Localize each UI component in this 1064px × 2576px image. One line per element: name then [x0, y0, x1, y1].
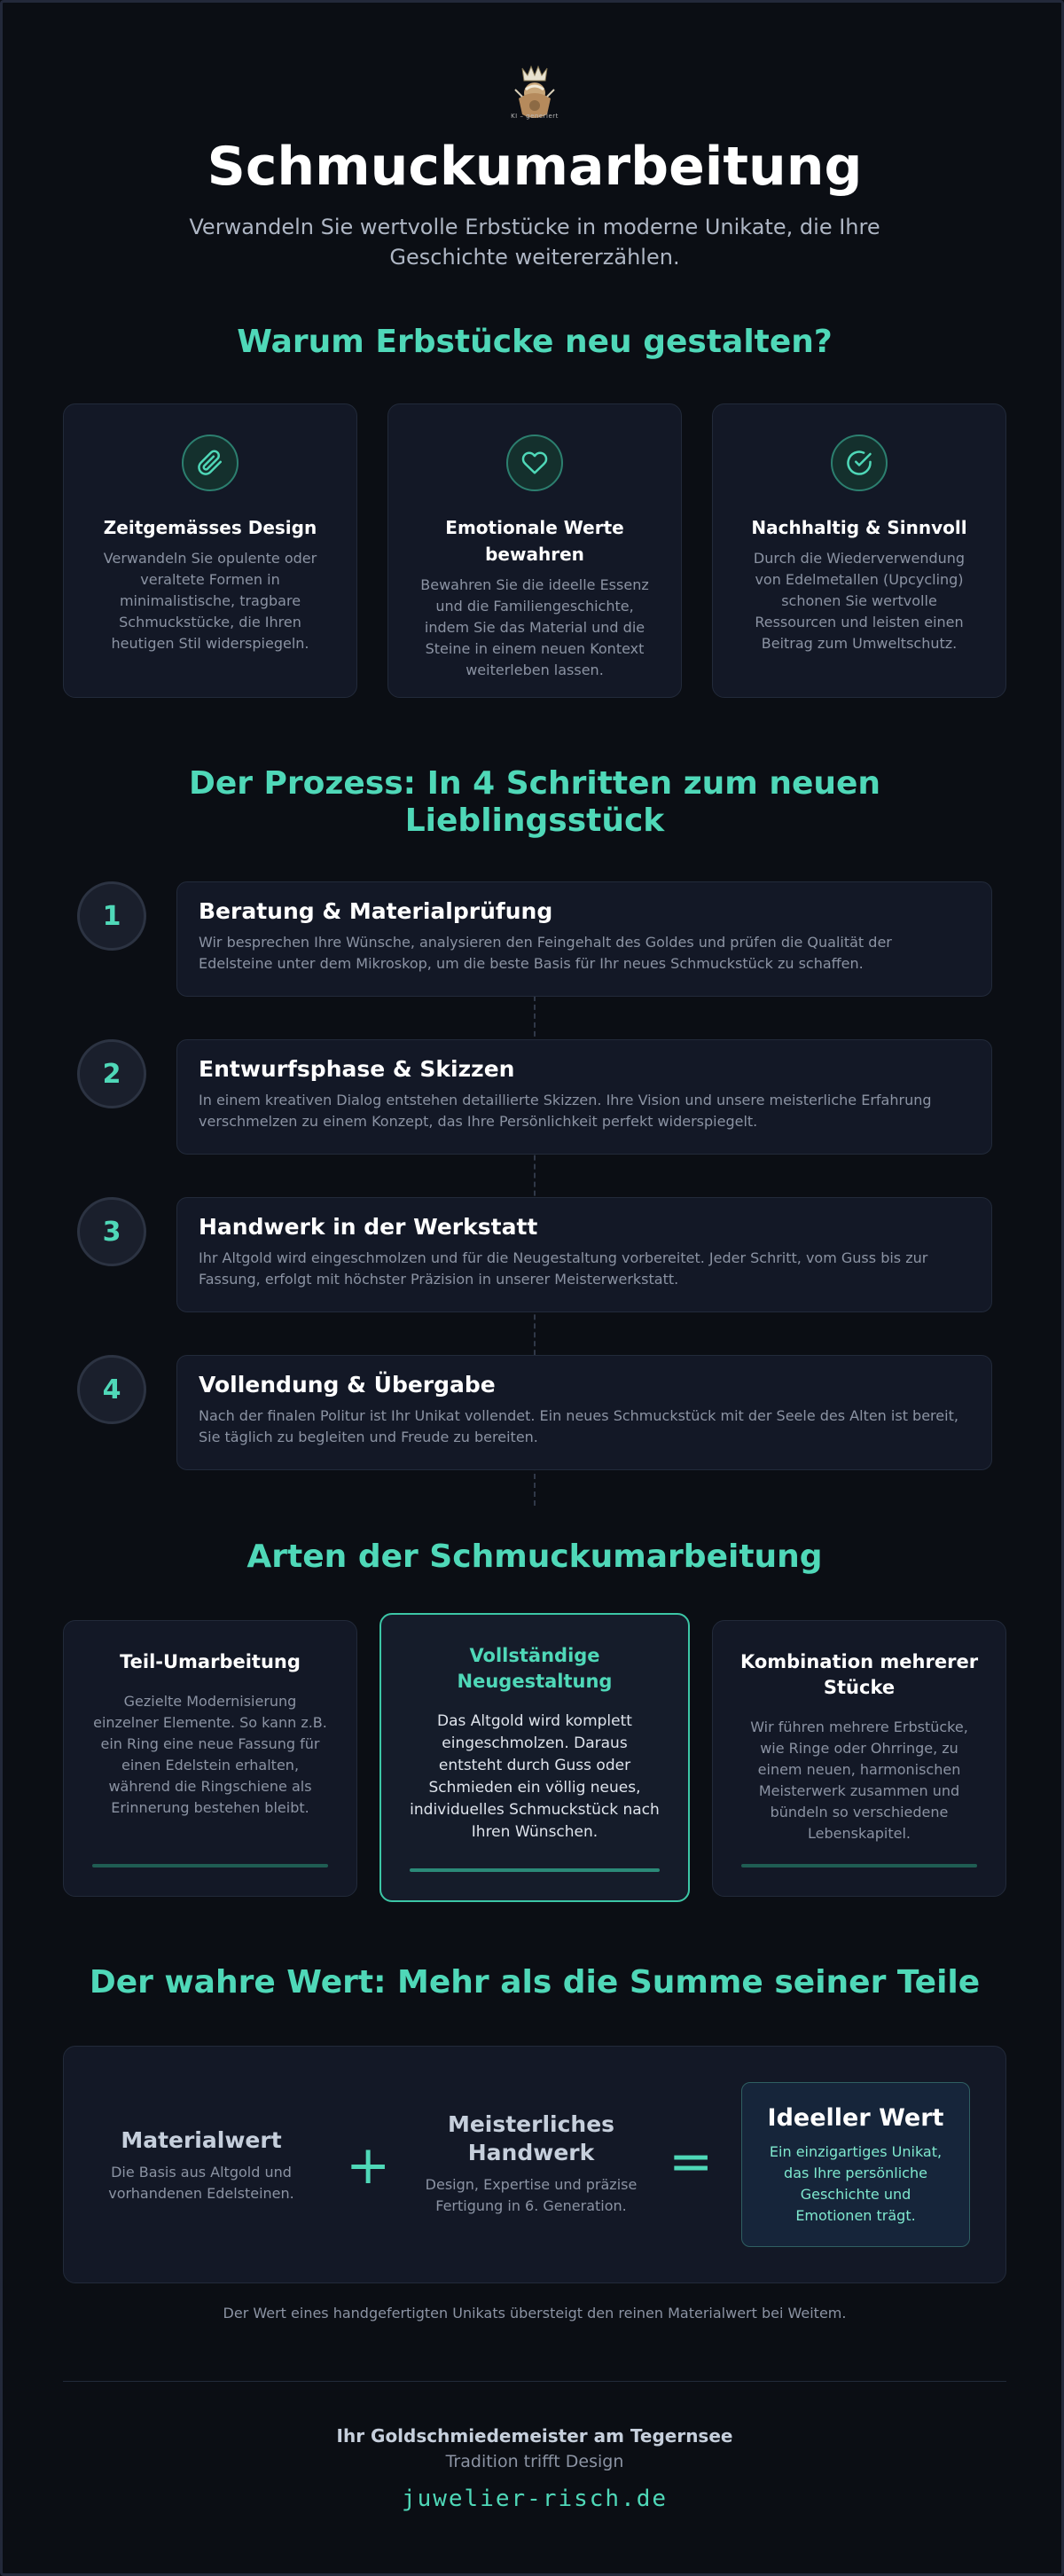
- page-title: Schmuckumarbeitung: [207, 136, 863, 198]
- type-title: Teil-Umarbeitung: [120, 1651, 301, 1672]
- footer-subtitle: Tradition trifft Design: [445, 2452, 624, 2471]
- step-title: Beratung & Materialprüfung: [199, 898, 553, 924]
- step-text: Nach der finalen Politur ist Ihr Unikat vollendet. Ein neues Schmuckstück mit der Seele des Alten ist bereit, Sie täglich zu begleiten und Freude zu bereiten.: [199, 1407, 958, 1445]
- type-card-complete: [379, 1613, 690, 1902]
- step-number: 2: [77, 1039, 146, 1108]
- step-text: In einem kreativen Dialog entstehen detaillierte Skizzen. Ihre Vision und unsere meisterliche Erfahrung verschmelzen zu einem Konzept, das Ihre Persönlichkeit perfekt widerspiegelt.: [199, 1092, 932, 1130]
- material-value-column: [99, 2126, 303, 2204]
- why-section-title: Warum Erbstücke neu gestalten?: [237, 324, 833, 360]
- step-text: Wir besprechen Ihre Wünsche, analysieren den Feingehalt des Goldes und prüfen die Qualität der Edelsteine unter dem Mikroskop, um die beste Basis für Ihr neues Schmuckstück zu schaffen.: [199, 934, 892, 972]
- material-value-title: Materialwert: [121, 2127, 282, 2153]
- value-note: Der Wert eines handgefertigten Unikats übersteigt den reinen Materialwert bei Weitem.: [223, 2305, 847, 2322]
- step-number: 1: [77, 881, 146, 951]
- type-card-combination: [712, 1620, 1006, 1897]
- type-card-accent-bar: [92, 1864, 328, 1867]
- step-card-3: [176, 1197, 992, 1312]
- craft-value-column: [411, 2110, 651, 2217]
- type-card-accent-bar: [410, 1868, 660, 1872]
- value-section-title: Der wahre Wert: Mehr als die Summe seiner Teile: [89, 1964, 981, 2001]
- paperclip-icon: [182, 435, 239, 491]
- logo-caption: KI – generiert: [511, 113, 559, 120]
- benefit-title: Nachhaltig & Sinnvoll: [751, 517, 967, 538]
- footer-title: Ihr Goldschmiedemeister am Tegernsee: [336, 2425, 733, 2447]
- value-equation-box: [63, 2046, 1006, 2283]
- plus-sign: +: [346, 2134, 391, 2196]
- page-subtitle: Verwandeln Sie wertvolle Erbstücke in moderne Unikate, die Ihre Geschichte weitererzählen.: [189, 215, 880, 270]
- type-text: Wir führen mehrere Erbstücke, wie Ringe oder Ohrringe, zu einem neuen, harmonischen Meisterwerk zusammen und bündeln so verschiedene Lebenskapitel.: [750, 1719, 968, 1842]
- benefit-card-sustainable: [712, 403, 1006, 698]
- benefit-text: Verwandeln Sie opulente oder veraltete Formen in minimalistische, tragbare Schmuckstücke, die Ihren heutigen Stil widerspiegeln.: [103, 550, 317, 652]
- benefit-title: Zeitgemässes Design: [103, 517, 317, 538]
- equals-sign: =: [669, 2131, 714, 2193]
- website-link[interactable]: juwelier-risch.de: [401, 2486, 669, 2512]
- benefit-text: Bewahren Sie die ideelle Essenz und die Familiengeschichte, indem Sie das Material und die Steine in einem neuen Kontext weiterleben lassen.: [420, 576, 649, 678]
- type-title: Kombination mehrerer Stücke: [739, 1651, 979, 1698]
- ideal-value-box: [741, 2082, 970, 2247]
- step-title: Handwerk in der Werkstatt: [199, 1214, 538, 1240]
- step-text: Ihr Altgold wird eingeschmolzen und für die Neugestaltung vorbereitet. Jeder Schritt, vom Guss bis zur Fassung, erfolgt mit höchster Präzision in unserer Meisterwerkstatt.: [199, 1249, 928, 1288]
- heart-icon: [506, 435, 563, 491]
- type-text: Das Altgold wird komplett eingeschmolzen. Daraus entsteht durch Guss oder Schmieden ein völlig neues, individuelles Schmuckstück nach Ihren Wünschen.: [410, 1712, 660, 1841]
- benefit-card-design: [63, 403, 357, 698]
- type-title: Vollständige Neugestaltung: [457, 1645, 613, 1692]
- type-text: Gezielte Modernisierung einzelner Elemente. So kann z.B. ein Ring eine neue Fassung für einen Edelstein erhalten, während die Ringschiene als Erinnerung bestehen bleibt.: [93, 1693, 327, 1816]
- check-circle-icon: [831, 435, 888, 491]
- process-section-title: Der Prozess: In 4 Schritten zum neuen Lieblingsstück: [188, 765, 881, 839]
- benefit-title: Emotionale Werte bewahren: [445, 517, 624, 565]
- step-title: Entwurfsphase & Skizzen: [199, 1056, 515, 1082]
- craft-value-text: Design, Expertise und präzise Fertigung in 6. Generation.: [425, 2176, 638, 2214]
- ideal-value-text: Ein einzigartiges Unikat, das Ihre persönliche Geschichte und Emotionen trägt.: [769, 2143, 943, 2224]
- step-number: 4: [77, 1355, 146, 1424]
- type-card-partial: [63, 1620, 357, 1897]
- craft-value-title: Meisterliches Handwerk: [447, 2111, 615, 2165]
- step-card-1: [176, 881, 992, 997]
- material-value-text: Die Basis aus Altgold und vorhandenen Edelsteinen.: [108, 2164, 294, 2202]
- types-section-title: Arten der Schmuckumarbeitung: [246, 1539, 823, 1575]
- footer-divider: [63, 2381, 1006, 2382]
- step-number: 3: [77, 1197, 146, 1266]
- benefit-card-emotional: [387, 403, 682, 698]
- ideal-value-title: Ideeller Wert: [767, 2104, 944, 2132]
- step-title: Vollendung & Übergabe: [199, 1372, 496, 1398]
- step-card-4: [176, 1355, 992, 1470]
- type-card-accent-bar: [741, 1864, 977, 1867]
- benefit-text: Durch die Wiederverwendung von Edelmetallen (Upcycling) schonen Sie wertvolle Ressourcen und leisten einen Beitrag zum Umweltschutz.: [753, 550, 966, 652]
- step-card-2: [176, 1039, 992, 1155]
